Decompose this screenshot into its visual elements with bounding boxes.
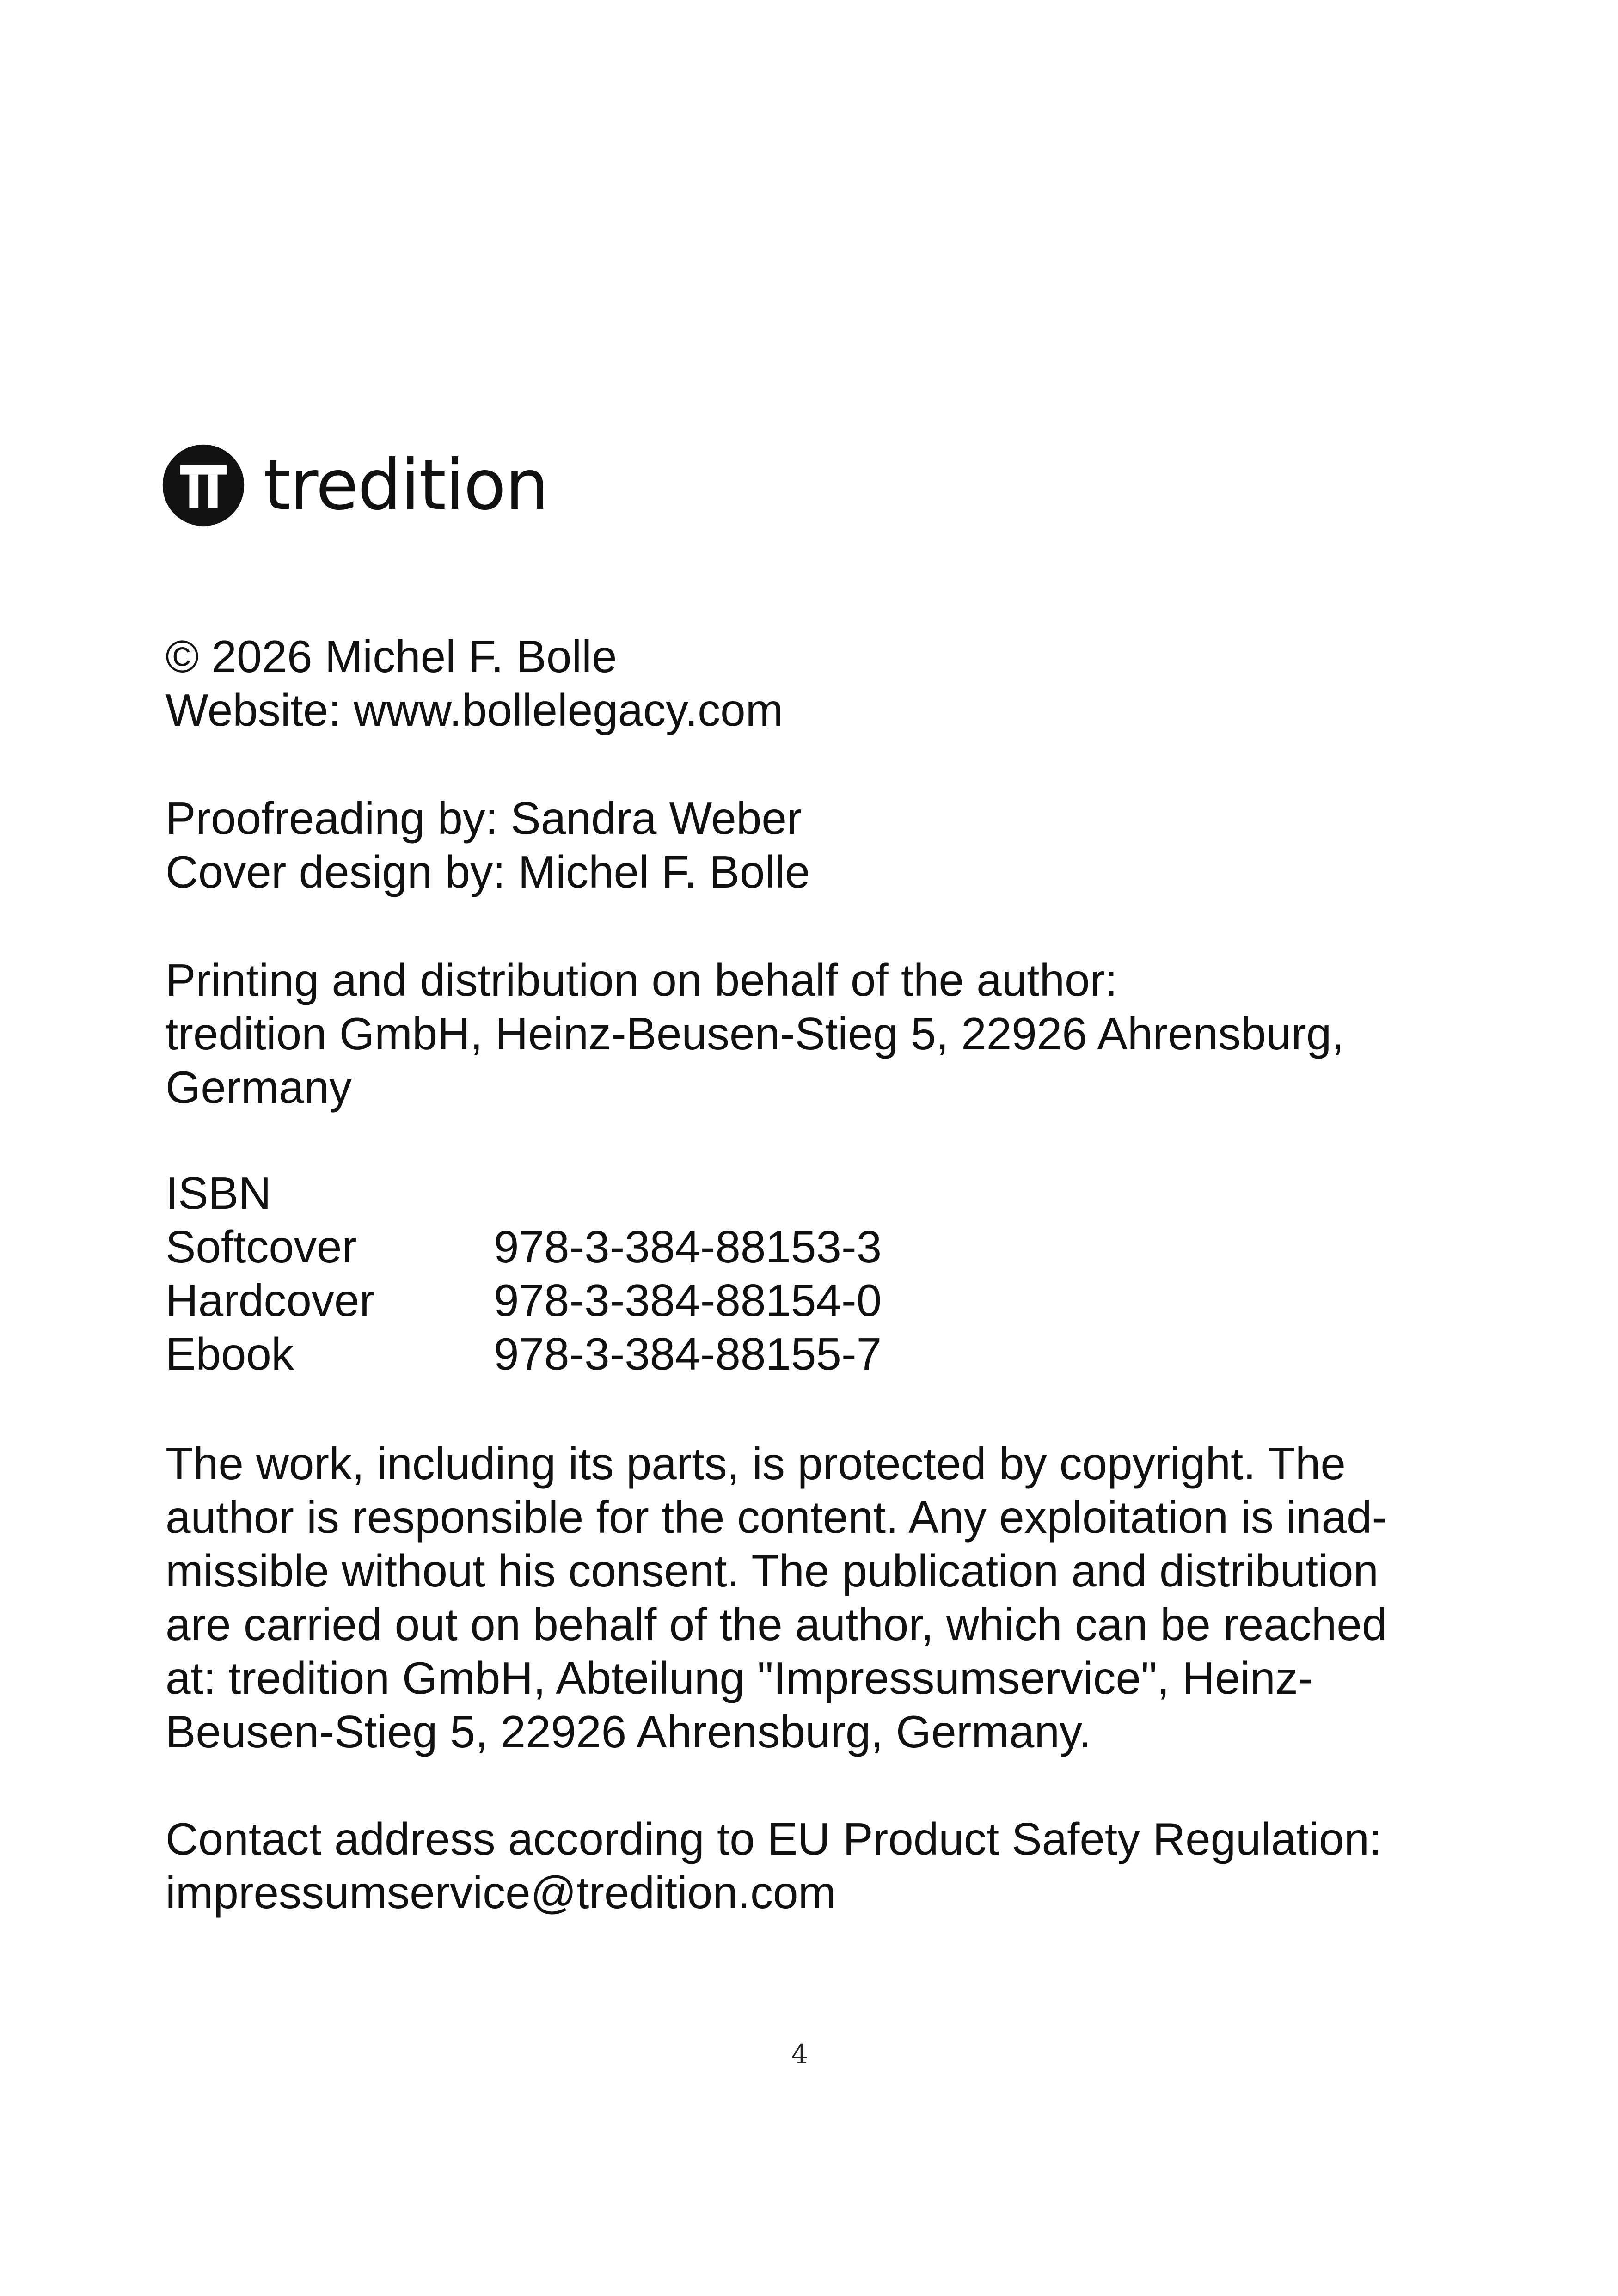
printing-line-3: Germany (165, 1062, 352, 1113)
legal-line: at: tredition GmbH, Abteilung "Impressumservice", Heinz- (165, 1653, 1313, 1703)
isbn-block (165, 1166, 882, 1381)
contact-line: Contact address according to EU Product Safety Regulation: (165, 1813, 1382, 1864)
isbn-kind: Hardcover (165, 1275, 375, 1326)
proofreading-line: Proofreading by: Sandra Weber (165, 793, 802, 844)
isbn-number: 978-3-384-88155-7 (494, 1329, 882, 1379)
publisher-name: tredition (264, 445, 548, 526)
printing-line-1: Printing and distribution on behalf of the author: (165, 955, 1118, 1005)
credits-block (165, 630, 783, 737)
isbn-number: 978-3-384-88153-3 (494, 1221, 882, 1272)
isbn-kind: Softcover (165, 1221, 357, 1272)
printing-line-2: tredition GmbH, Heinz-Beusen-Stieg 5, 22926 Ahrensburg, (165, 1008, 1344, 1059)
contact-email[interactable]: impressumservice@tredition.com (165, 1867, 836, 1918)
cover-design-line: Cover design by: Michel F. Bolle (165, 846, 810, 897)
legal-line: author is responsible for the content. Any exploitation is inad- (165, 1492, 1387, 1543)
contact-block (165, 1812, 1382, 1919)
legal-line: missible without his consent. The publication and distribution (165, 1545, 1379, 1596)
isbn-number: 978-3-384-88154-0 (494, 1275, 882, 1326)
website-line: Website: www.bollelegacy.com (165, 685, 784, 735)
isbn-row (165, 1327, 882, 1381)
tredition-logo-icon (162, 444, 245, 527)
staff-block (165, 791, 810, 899)
page-number: 4 (791, 2039, 809, 2070)
legal-line: The work, including its parts, is protected by copyright. The (165, 1438, 1346, 1489)
copyright-line: © 2026 Michel F. Bolle (165, 631, 617, 682)
legal-notice (165, 1437, 1387, 1758)
legal-line: Beusen-Stieg 5, 22926 Ahrensburg, Germany. (165, 1706, 1091, 1757)
isbn-kind: Ebook (165, 1329, 294, 1379)
printing-block (165, 953, 1344, 1114)
legal-line: are carried out on behalf of the author, which can be reached (165, 1599, 1387, 1650)
isbn-row (165, 1220, 882, 1274)
publisher-logo (162, 444, 548, 527)
isbn-row (165, 1274, 882, 1327)
isbn-heading: ISBN (165, 1168, 271, 1218)
